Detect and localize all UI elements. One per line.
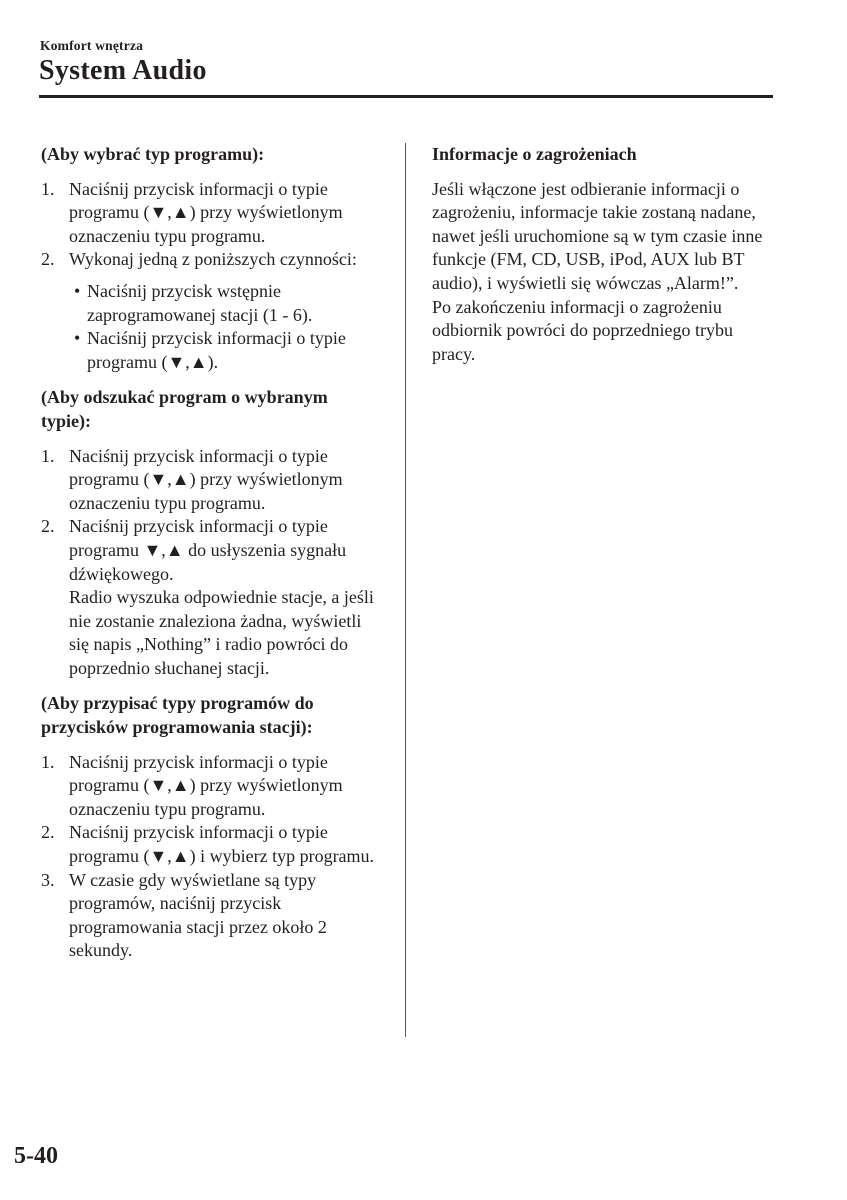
list-item: [41, 445, 381, 516]
list-item: [41, 248, 381, 272]
page-title: System Audio: [39, 55, 207, 86]
heading-search-program: (Aby odszukać program o wybranym typie):: [41, 387, 328, 431]
step-text: Naciśnij przycisk informacji o typie programu (▼,▲) przy wyświetlonym oznaczeniu typu programu.: [69, 178, 343, 246]
heading-assign-program-types: (Aby przypisać typy programów do przycisków programowania stacji):: [41, 693, 314, 738]
list-item: [41, 515, 381, 680]
paragraph-after-hazard-info: Po zakończeniu informacji o zagrożeniu odbiornik powróci do poprzedniego trybu pracy.: [432, 296, 733, 364]
step-text: Naciśnij przycisk informacji o typie programu (▼,▲) przy wyświetlonym oznaczeniu typu programu.: [69, 751, 343, 819]
heading-hazard-info: Informacje o zagrożeniach: [432, 144, 637, 164]
step-number: 3.: [41, 869, 55, 890]
title-rule: [39, 95, 773, 98]
step-number: 1.: [41, 751, 55, 772]
step-number: 2.: [41, 822, 55, 843]
step-text: Wykonaj jedną z poniższych czynności:: [69, 249, 357, 270]
bullet-icon: •: [74, 328, 81, 349]
list-item: [41, 821, 381, 868]
paragraph-hazard-info: Jeśli włączone jest odbieranie informacji o zagrożeniu, informacje takie zostaną nadane, nawet jeśli uruchomione są w tym czasie inne funkcje (FM, CD, USB, iPod, AUX lub BT audio), i wyświetli się wówczas „Alarm!”.: [432, 178, 763, 293]
step-text: Naciśnij przycisk informacji o typie programu (▼,▲) przy wyświetlonym oznaczeniu typu programu.: [69, 445, 343, 513]
list-item: [41, 869, 381, 963]
heading-select-program-type: (Aby wybrać typ programu):: [41, 144, 265, 164]
list-item: [41, 280, 381, 327]
step-number: 1.: [41, 445, 55, 466]
list-item: [41, 178, 381, 249]
step-text: Naciśnij przycisk informacji o typie programu ▼,▲ do usłyszenia sygnału dźwiękowego.: [69, 516, 347, 584]
step-number: 1.: [41, 178, 55, 199]
bullet-text: Naciśnij przycisk informacji o typie programu (▼,▲).: [87, 328, 346, 372]
left-column: [41, 143, 381, 963]
right-column: [432, 143, 772, 366]
list-item: [41, 751, 381, 822]
step-number: 2.: [41, 516, 55, 537]
step-number: 2.: [41, 249, 55, 270]
bullets-select-program-type: [41, 280, 381, 374]
bullet-icon: •: [74, 280, 81, 301]
column-divider: [405, 143, 406, 1037]
steps-search-program: [41, 445, 381, 681]
steps-assign-program-types: [41, 751, 381, 963]
section-label: Komfort wnętrza: [40, 38, 144, 53]
steps-select-program-type: [41, 178, 381, 272]
page-number: 5-40: [14, 1143, 58, 1169]
step-text: Naciśnij przycisk informacji o typie programu (▼,▲) i wybierz typ programu.: [69, 822, 375, 867]
step-note: Radio wyszuka odpowiednie stacje, a jeśli nie zostanie znaleziona żadna, wyświetli się napis „Nothing” i radio powróci do poprzednio słuchanej stacji.: [69, 587, 374, 678]
list-item: [41, 327, 381, 374]
step-text: W czasie gdy wyświetlane są typy programów, naciśnij przycisk programowania stacji przez około 2 sekundy.: [69, 869, 327, 961]
bullet-text: Naciśnij przycisk wstępnie zaprogramowanej stacji (1 - 6).: [87, 280, 313, 325]
